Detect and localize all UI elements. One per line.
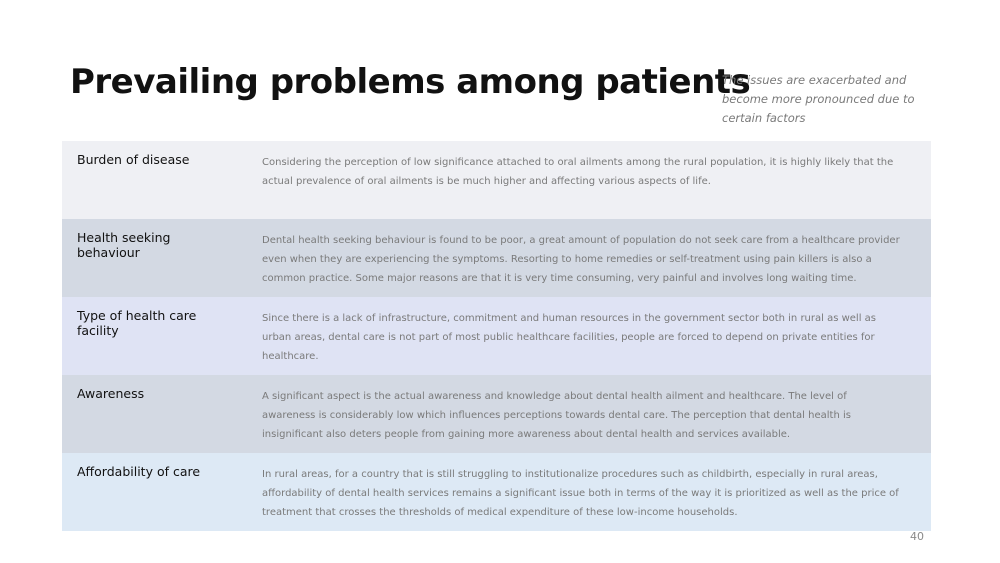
row-description: Since there is a lack of infrastructure, commitment and human resources in the government sector both in rural as well as urban areas, dental care is not part of most public healthcare facilities, people are forced to depend on private entities for healthcare. xyxy=(262,313,877,362)
table-row-health-seeking-behaviour xyxy=(62,219,931,297)
row-label: Health seeking behaviour xyxy=(77,230,171,260)
table-row-type-of-health-care-facility xyxy=(62,297,931,375)
table-row-burden-of-disease xyxy=(62,141,931,219)
table-row-awareness xyxy=(62,375,931,453)
row-label: Affordability of care xyxy=(77,464,201,479)
row-description: In rural areas, for a country that is still struggling to institutionalize procedures such as childbirth, especially in rural areas, affordability of dental health services remains a significant issue both in terms of the way it is prioritized as well as the price of treatment that crosses the thresholds of medical expenditure of these low-income households. xyxy=(262,469,899,518)
page-title: Prevailing problems among patients xyxy=(70,62,751,102)
page-subtitle: The issues are exacerbated and become more pronounced due to certain factors xyxy=(722,73,915,125)
row-description: Dental health seeking behaviour is found to be poor, a great amount of population do not seek care from a healthcare provider even when they are experiencing the symptoms. Resorting to home remedies or self-treatment using pain killers is also a common practice. Some major reasons are that it is very time consuming, very painful and involves long waiting time. xyxy=(262,235,900,284)
row-description: Considering the perception of low significance attached to oral ailments among the rural population, it is highly likely that the actual prevalence of oral ailments is be much higher and affecting various aspects of life. xyxy=(262,157,894,187)
row-label: Burden of disease xyxy=(77,152,190,167)
row-label: Type of health care facility xyxy=(77,308,197,338)
row-description: A significant aspect is the actual awareness and knowledge about dental health ailment and healthcare. The level of awareness is considerably low which influences perceptions towards dental care. The perception that dental health is insignificant also deters people from gaining more awareness about dental health and services available. xyxy=(262,391,851,440)
row-label: Awareness xyxy=(77,386,145,401)
page-number: 40 xyxy=(910,530,924,543)
table-row-affordability-of-care xyxy=(62,453,931,531)
problems-table xyxy=(62,141,931,531)
